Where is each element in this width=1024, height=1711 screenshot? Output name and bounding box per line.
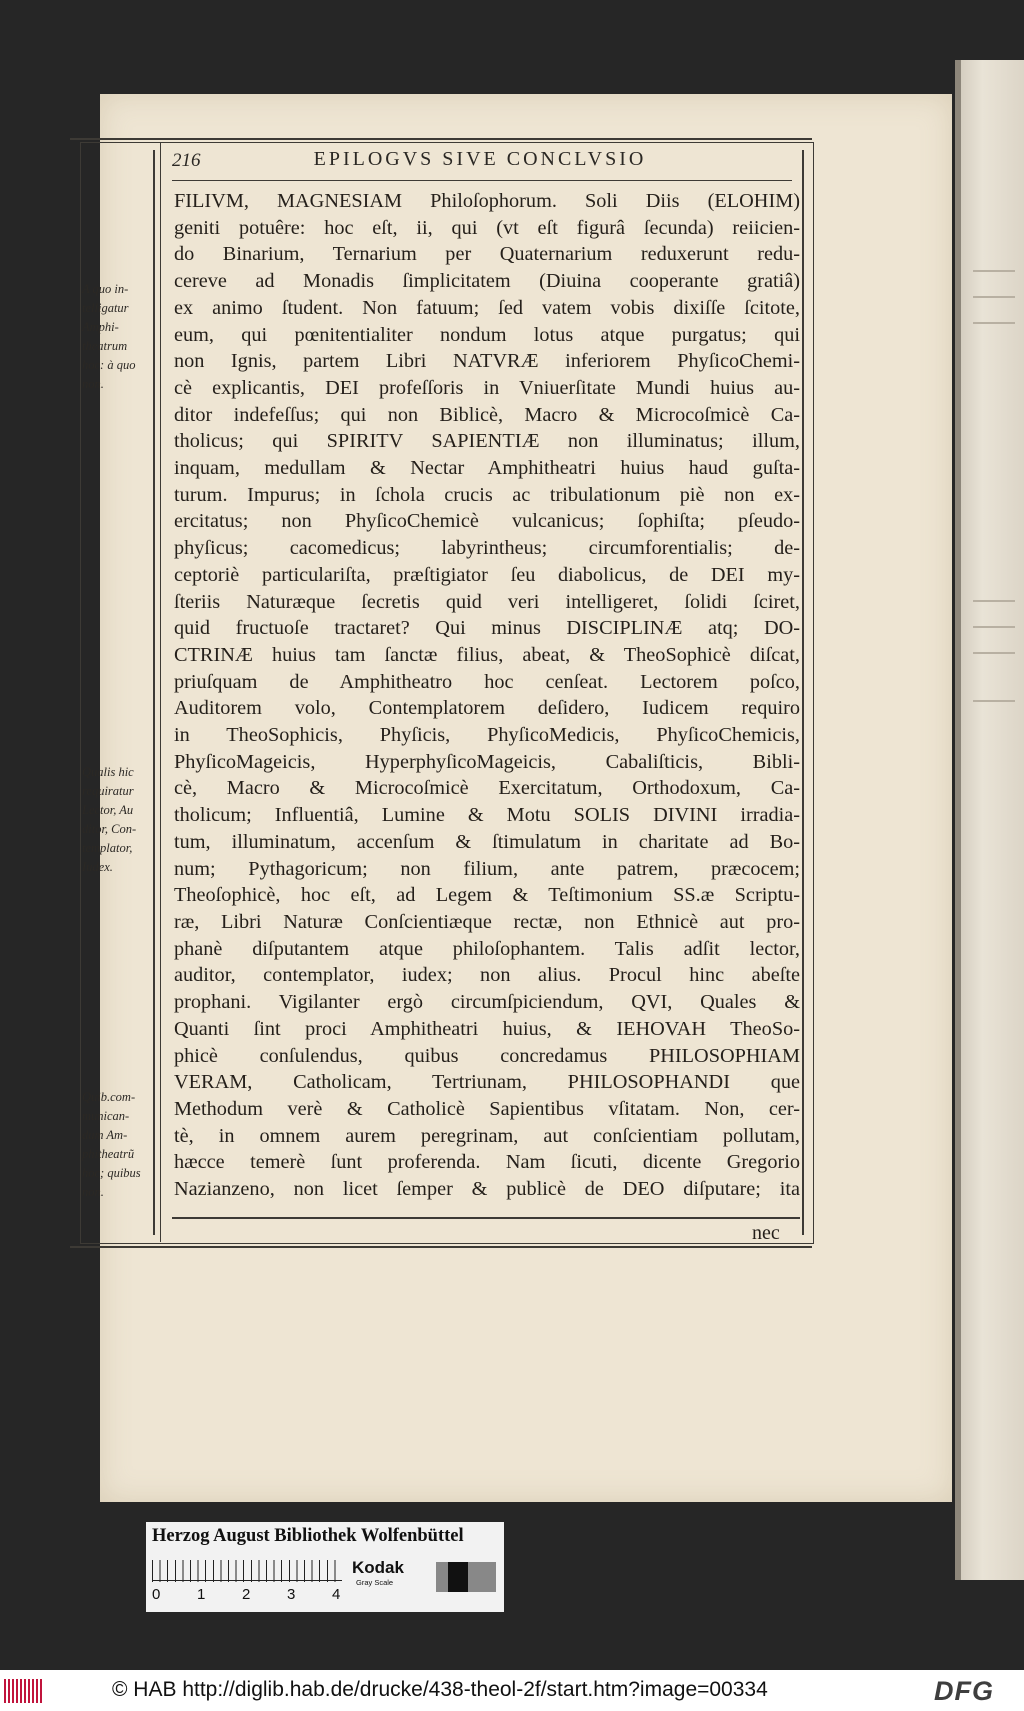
margin-gloss-3 — [82, 1088, 154, 1202]
gloss-line: non. — [82, 1185, 104, 1199]
text-line: do Binarium, Ternarium per Quaternarium reduxerunt redu- — [174, 243, 800, 266]
gloss-line: Iudex. — [82, 860, 113, 874]
scale-number: 3 — [287, 1586, 296, 1603]
body-text — [174, 188, 800, 1203]
catchword: nec — [752, 1222, 780, 1244]
text-line: phanè diſputantem atque philoſophantem. Talis adſit lector, — [174, 937, 800, 960]
gloss-line: ditor, Con- — [82, 822, 137, 836]
copyright-link[interactable]: © HAB http://diglib.hab.de/drucke/438-theol-2f/start.htm?image=00334 — [112, 1678, 768, 1701]
gray-swatch — [436, 1562, 496, 1592]
text-line: non Ignis, partem Libri NATVRÆ inferiorem PhyſicoChemi- — [174, 350, 800, 373]
text-line: phicè conſulendus, quibus concredamus PHILOSOPHIAM — [174, 1044, 800, 1067]
gloss-line: requiratur — [82, 784, 134, 798]
text-line: num; Pythagoricum; non filium, ante patrem, præcocem; — [174, 857, 800, 880]
text-line: auditor, contemplator, iudex; non alius. Procul hinc abeſte — [174, 964, 800, 987]
text-line: Nazianzeno, non licet ſemper & publicè de DEO diſputare; ita — [174, 1178, 800, 1201]
gloss-line: phitheatrũ — [82, 1147, 135, 1161]
text-line: FILIVM, MAGNESIAM Philoſophorum. Soli Diis (ELOHIM) — [174, 190, 800, 212]
facing-page-edge — [955, 60, 1024, 1580]
text-line: turum. Impurus; in ſchola crucis ac tribulationum piè non ex- — [174, 483, 800, 506]
margin-gloss-1 — [82, 280, 154, 394]
text-line: ceptoriè particulariſta, præſtigiator ſeu diabolicus, de DEI my- — [174, 563, 800, 586]
text-line: cè, Macro & Microcoſmicè Exercitatum, Orthodoxum, Ca- — [174, 777, 800, 800]
margin-gloss-2 — [82, 763, 154, 877]
text-line: CTRINÆ huius tam ſanctæ filius, abeat, & TheoSophicè diſcat, — [174, 643, 800, 666]
scale-number: 2 — [242, 1586, 251, 1603]
text-line: VERAM, Catholicam, Tertriunam, PHILOSOPHANDI que — [174, 1071, 800, 1094]
kodak-logo: Kodak — [352, 1558, 404, 1577]
dfg-logo: DFG — [934, 1676, 994, 1706]
gloss-line: theatrum — [82, 339, 128, 353]
text-line: priuſquam de Amphitheatro hoc cenſeat. Lectorem poſco, — [174, 670, 800, 693]
gloss-line: non. — [82, 377, 104, 391]
text-line: Quanti ſint proci Amphitheatri huius, & IEHOVAH TheoSo- — [174, 1017, 800, 1040]
gloss-line: telligatur — [82, 301, 129, 315]
scale-number: 4 — [332, 1586, 341, 1603]
text-line: phyſicus; cacomedicus; labyrintheus; circumforentialis; de- — [174, 537, 800, 560]
text-line: ditor indefeſſus; qui non Biblicè, Macro & Microcoſmicè Ca- — [174, 403, 800, 426]
text-line: inquam, medullam & Nectar Amphitheatri huius haud guſta- — [174, 457, 800, 480]
text-line: ſteriis Naturæque ſecretis quid veri intelligeret, ſolidi ſciret, — [174, 590, 800, 613]
page-number: 216 — [172, 150, 201, 171]
footer-bar — [0, 1670, 1024, 1711]
text-line: tholicus; qui SPIRITV SAPIENTIÆ non illuminatus; illum, — [174, 430, 800, 453]
text-line: ercitatus; non PhyſicoChemicè vulcanicus; ſophiſta; pſeudo- — [174, 510, 800, 533]
header-rule — [172, 180, 792, 181]
text-line: cereve ad Monadis ſimplicitatem (Diuina cooperante gratiâ) — [174, 270, 800, 293]
gloss-line: munican- — [82, 1109, 130, 1123]
text-line: Theoſophicè, hoc eſt, ad Legem & Teſtimonium SS.æ Scriptu- — [174, 884, 800, 907]
text-line: hæcce temerè ſunt proferenda. Nam ſicuti, dicente Gregorio — [174, 1151, 800, 1174]
library-name: Herzog August Bibliothek Wolfenbüttel — [152, 1526, 464, 1546]
gloss-line: templator, — [82, 841, 133, 855]
text-line: geniti potuêre: hoc eſt, ii, qui (vt eſt figurâ ſecunda) reiicien- — [174, 216, 800, 239]
gloss-line: Lector, Au — [82, 803, 134, 817]
gray-scale-label: Gray Scale — [356, 1578, 394, 1587]
text-line: prophani. Vigilanter ergò circumſpiciendum, QVI, Quales & — [174, 991, 800, 1014]
gloss-line: Qualis hic — [82, 765, 134, 779]
text-line: tè, in omnem aurem peregrinam, aut conſcientiam pollutam, — [174, 1124, 800, 1147]
gloss-line: Amphi- — [82, 320, 119, 334]
gloss-line: hoc: à quo — [82, 358, 136, 372]
scale-number: 1 — [197, 1586, 206, 1603]
text-line: PhyſicoMageicis, HyperphyſicoMageicis, Cabaliſticis, Bibli- — [174, 750, 800, 773]
gloss-line: dum Am- — [82, 1128, 128, 1142]
text-line: ræ, Libri Naturæ Conſcientiæque rectæ, non Ethnicè aut pro- — [174, 910, 800, 933]
text-line: in TheoSophicis, Phyſicis, PhyſicoMedicis, PhyſicoChemicis, — [174, 724, 800, 747]
footer-rule — [172, 1217, 800, 1219]
gloss-line: Quib.com- — [82, 1090, 136, 1104]
text-line: tholicum; Influentiâ, Lumine & Motu SOLIS DIVINI irradia- — [174, 804, 800, 827]
running-head: EPILOGVS SIVE CONCLVSIO — [313, 148, 647, 170]
text-line: eum, qui pœnitentialiter nondum lotus atque purgatus; qui — [174, 323, 800, 346]
gloss-line: A quo in- — [82, 282, 129, 296]
scale-number: 0 — [152, 1586, 161, 1603]
barcode-icon — [4, 1679, 44, 1703]
text-line: quid fructuoſe tractaret? Qui minus DISCIPLINÆ atq; DO- — [174, 617, 800, 640]
text-line: Methodum verè & Catholicè Sapientibus vſitatam. Non, cer- — [174, 1097, 800, 1120]
color-calibration-card — [146, 1522, 504, 1612]
scale-ruler — [152, 1560, 342, 1582]
text-line: Auditorem volo, Contemplatorem deſidero, Iudicem requiro — [174, 697, 800, 720]
text-line: tum, illuminatum, accenſum & ſtimulatum in charitate ad Bo- — [174, 830, 800, 853]
text-line: ex animo ſtudent. Non fatuum; ſed vatem vobis dixiſſe ſcitote, — [174, 296, 800, 319]
text-line: cè explicantis, DEI profeſſoris in Vniuerſitate Mundi huius au- — [174, 376, 800, 399]
gloss-line: hoc; quibus — [82, 1166, 141, 1180]
